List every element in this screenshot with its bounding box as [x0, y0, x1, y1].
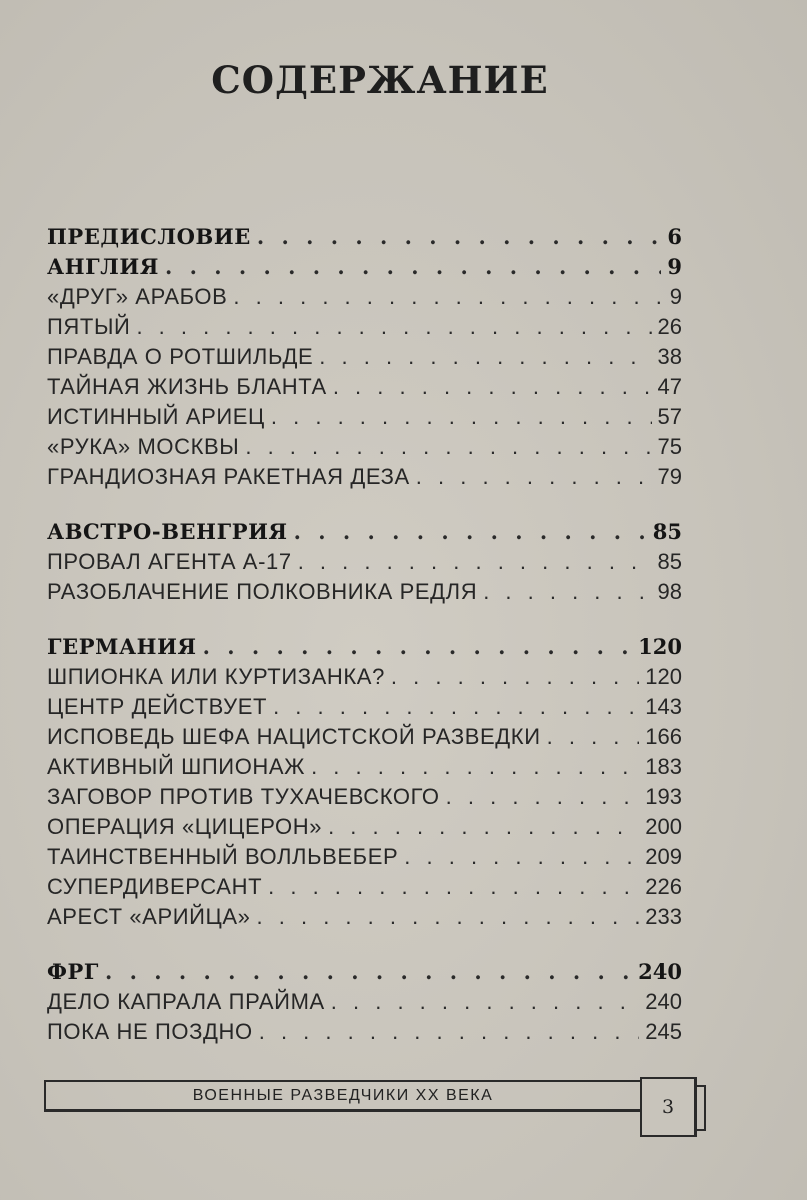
toc-page-number: 85: [657, 549, 682, 574]
series-footer: [44, 1080, 642, 1112]
toc-section-row: [47, 517, 682, 547]
dot-leader: [233, 282, 663, 312]
toc-entry-row: [47, 842, 682, 872]
page-number: 3: [661, 1096, 675, 1118]
toc-page-number: 226: [645, 874, 682, 899]
toc-entry-row: [47, 402, 682, 432]
toc-entry-title: ТАИНСТВЕННЫЙ ВОЛЛЬВЕБЕР: [47, 844, 399, 869]
dot-leader: [203, 632, 633, 662]
dot-leader: [105, 957, 632, 987]
dot-leader: [331, 987, 640, 1017]
toc-section-title: АНГЛИЯ: [47, 254, 159, 279]
toc-entry-row: [47, 987, 682, 1017]
toc-entry-title: ПОКА НЕ ПОЗДНО: [47, 1019, 253, 1044]
dot-leader: [483, 577, 651, 607]
dot-leader: [271, 402, 652, 432]
toc-entry-row: [47, 547, 682, 577]
toc-page-number: 120: [638, 634, 682, 659]
dot-leader: [257, 222, 661, 252]
page-title: СОДЕРЖАНИЕ: [211, 58, 549, 102]
table-of-contents: [47, 222, 682, 1047]
toc-page-number: 193: [645, 784, 682, 809]
toc-entry-title: РАЗОБЛАЧЕНИЕ ПОЛКОВНИКА РЕДЛЯ: [47, 579, 478, 604]
toc-page-number: 143: [645, 694, 682, 719]
dot-leader: [245, 432, 651, 462]
toc-entry-row: [47, 577, 682, 607]
toc-entry-row: [47, 462, 682, 492]
toc-page-number: 26: [657, 314, 682, 339]
toc-entry-title: ДЕЛО КАПРАЛА ПРАЙМА: [47, 989, 325, 1014]
toc-gap: [47, 932, 682, 957]
dot-leader: [328, 812, 639, 842]
toc-entry-title: АКТИВНЫЙ ШПИОНАЖ: [47, 754, 306, 779]
dot-leader: [165, 252, 661, 282]
toc-entry-row: [47, 872, 682, 902]
toc-entry-title: ЦЕНТР ДЕЙСТВУЕТ: [47, 694, 268, 719]
toc-entry-title: ПРОВАЛ АГЕНТА А-17: [47, 549, 292, 574]
toc-page-number: 245: [645, 1019, 682, 1044]
toc-entry-row: [47, 782, 682, 812]
toc-section-row: [47, 252, 682, 282]
dot-leader: [333, 372, 652, 402]
toc-entry-row: [47, 342, 682, 372]
toc-entry-title: «ДРУГ» АРАБОВ: [47, 284, 228, 309]
toc-section-title: ГЕРМАНИЯ: [47, 634, 197, 659]
dot-leader: [298, 547, 652, 577]
dot-leader: [136, 312, 651, 342]
toc-entry-row: [47, 812, 682, 842]
toc-page-number: 85: [652, 519, 682, 544]
toc-gap: [47, 492, 682, 517]
toc-section-title: АВСТРО-ВЕНГРИЯ: [47, 519, 288, 544]
toc-section-row: [47, 222, 682, 252]
toc-page-number: 166: [645, 724, 682, 749]
toc-page-number: 38: [657, 344, 682, 369]
toc-entry-row: [47, 372, 682, 402]
toc-entry-title: ИСТИННЫЙ АРИЕЦ: [47, 404, 265, 429]
toc-gap: [47, 607, 682, 632]
toc-page-number: 6: [667, 224, 682, 249]
toc-entry-title: ИСПОВЕДЬ ШЕФА НАЦИСТСКОЙ РАЗВЕДКИ: [47, 724, 541, 749]
toc-page-number: 47: [657, 374, 682, 399]
toc-entry-title: ТАЙНАЯ ЖИЗНЬ БЛАНТА: [47, 374, 327, 399]
dot-leader: [257, 902, 640, 932]
toc-entry-title: ОПЕРАЦИЯ «ЦИЦЕРОН»: [47, 814, 323, 839]
toc-section-row: [47, 632, 682, 662]
toc-page-number: 240: [645, 989, 682, 1014]
toc-entry-title: АРЕСТ «АРИЙЦА»: [47, 904, 251, 929]
toc-page-number: 57: [657, 404, 682, 429]
series-title: ВОЕННЫЕ РАЗВЕДЧИКИ XX ВЕКА: [192, 1086, 494, 1104]
toc-page-number: 98: [657, 579, 682, 604]
toc-page-number: 79: [657, 464, 682, 489]
toc-page-number: 233: [645, 904, 682, 929]
toc-entry-row: [47, 1017, 682, 1047]
dot-leader: [547, 722, 640, 752]
dot-leader: [311, 752, 639, 782]
dot-leader: [391, 662, 639, 692]
toc-entry-row: [47, 722, 682, 752]
toc-section-title: ФРГ: [47, 959, 100, 984]
dot-leader: [446, 782, 640, 812]
toc-entry-row: [47, 432, 682, 462]
dot-leader: [268, 872, 639, 902]
dot-leader: [319, 342, 651, 372]
dot-leader: [416, 462, 652, 492]
dot-leader: [273, 692, 639, 722]
toc-page-number: 183: [645, 754, 682, 779]
toc-entry-row: [47, 902, 682, 932]
toc-entry-title: СУПЕРДИВЕРСАНТ: [47, 874, 263, 899]
toc-page-number: 75: [657, 434, 682, 459]
toc-page-number: 120: [645, 664, 682, 689]
toc-page-number: 209: [645, 844, 682, 869]
toc-entry-title: ПРАВДА О РОТШИЛЬДЕ: [47, 344, 314, 369]
toc-page-number: 9: [667, 254, 682, 279]
toc-entry-title: ШПИОНКА ИЛИ КУРТИЗАНКА?: [47, 664, 385, 689]
page-number-tab: [697, 1085, 706, 1131]
toc-entry-title: «РУКА» МОСКВЫ: [47, 434, 240, 459]
toc-section-row: [47, 957, 682, 987]
toc-entry-row: [47, 282, 682, 312]
toc-page-number: 200: [645, 814, 682, 839]
dot-leader: [404, 842, 639, 872]
toc-page-number: 9: [669, 284, 682, 309]
toc-entry-row: [47, 662, 682, 692]
toc-entry-row: [47, 692, 682, 722]
toc-entry-title: ЗАГОВОР ПРОТИВ ТУХАЧЕВСКОГО: [47, 784, 440, 809]
dot-leader: [259, 1017, 640, 1047]
dot-leader: [294, 517, 647, 547]
page-number-box: [640, 1077, 697, 1137]
toc-section-title: ПРЕДИСЛОВИЕ: [47, 224, 251, 249]
toc-entry-row: [47, 312, 682, 342]
toc-entry-title: ПЯТЫЙ: [47, 314, 131, 339]
toc-page-number: 240: [638, 959, 682, 984]
toc-entry-title: ГРАНДИОЗНАЯ РАКЕТНАЯ ДЕЗА: [47, 464, 410, 489]
toc-entry-row: [47, 752, 682, 782]
